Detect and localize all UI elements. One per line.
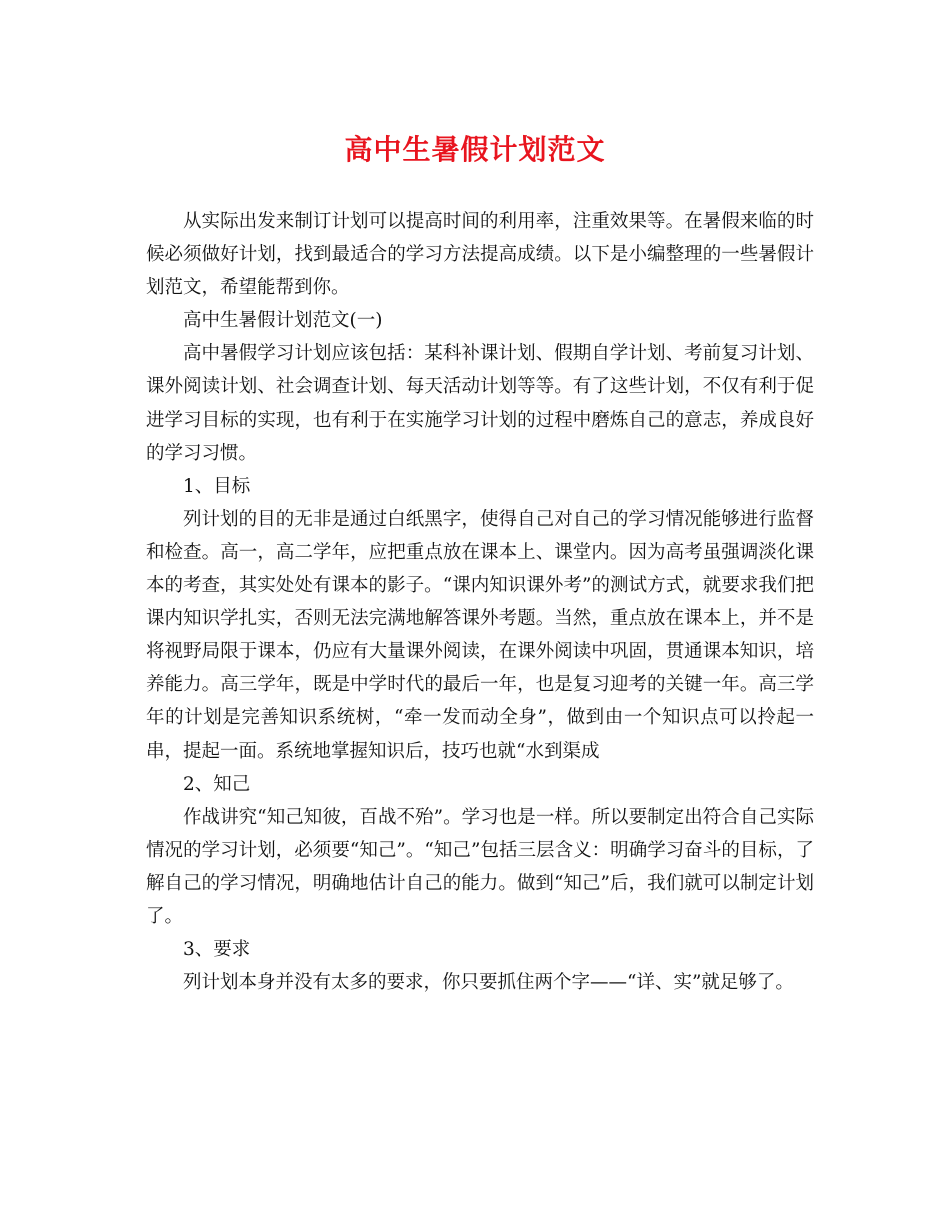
intro-paragraph: 从实际出发来制订计划可以提高时间的利用率，注重效果等。在暑假来临的时候必须做好计划，找到最适合的学习方法提高成绩。以下是小编整理的一些暑假计划范文，希望能帮到你。 xyxy=(146,211,814,299)
subheading-requirements: 3、要求 xyxy=(183,939,251,961)
subheading-goal: 1、目标 xyxy=(183,475,251,497)
document-title: 高中生暑假计划范文 xyxy=(344,133,606,166)
body-paragraph: 列计划的目的无非是通过白纸黑字，使得自己对自己的学习情况能够进行监督和检查。高一，高二学年，应把重点放在课本上、课堂内。因为高考虽强调淡化课本的考查，其实处处有课本的影子。“课内知识课外考”的测试方式，就要求我们把课内知识学扎实，否则无法完满地解答课外考题。当然，重点放在课本上，并不是将视野局限于课本，仍应有大量课外阅读，在课外阅读中巩固，贯通课本知识，培养能力。高三学年，既是中学时代的最后一年，也是复习迎考的关键一年。高三学年的计划是完善知识系统树，“牵一发而动全身”，做到由一个知识点可以拎起一串，提起一面。系统地掌握知识后，技巧也就“水到渠成 xyxy=(146,508,814,762)
document-body xyxy=(146,205,814,999)
body-paragraph: 作战讲究“知己知彼，百战不殆”。学习也是一样。所以要制定出符合自己实际情况的学习计划，必须要“知己”。“知己”包括三层含义：明确学习奋斗的目标，了解自己的学习情况，明确地估计自己的能力。做到“知己”后，我们就可以制定计划了。 xyxy=(146,806,814,927)
subheading-know-self: 2、知己 xyxy=(183,773,251,795)
body-paragraph: 高中暑假学习计划应该包括：某科补课计划、假期自学计划、考前复习计划、课外阅读计划、社会调查计划、每天活动计划等等。有了这些计划，不仅有利于促进学习目标的实现，也有利于在实施学习计划的过程中磨炼自己的意志，养成良好的学习习惯。 xyxy=(146,343,814,464)
section-heading: 高中生暑假计划范文(一) xyxy=(183,310,383,332)
body-paragraph: 列计划本身并没有太多的要求，你只要抓住两个字——“详、实”就足够了。 xyxy=(183,972,794,994)
